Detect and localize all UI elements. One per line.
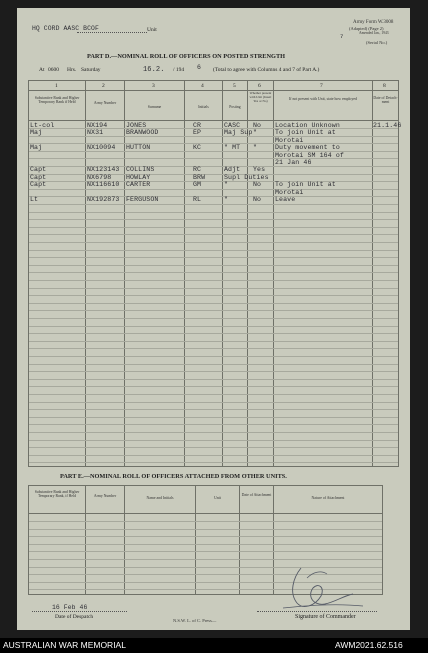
- cell-army-no: NX10094: [87, 144, 116, 152]
- cell-surname: BRANWOOD: [126, 129, 159, 137]
- part-e-header-unit: Unit: [214, 496, 221, 500]
- ruled-line: [29, 417, 398, 418]
- col-number-3: 3: [152, 83, 155, 89]
- ruled-line: [29, 348, 398, 349]
- ruled-line: [29, 204, 398, 205]
- cell-present: No: [253, 181, 262, 189]
- cell-initials: KC: [193, 144, 202, 152]
- ruled-line: [29, 303, 398, 304]
- ruled-line: [29, 143, 398, 144]
- col-header-surname: Surname: [147, 105, 162, 109]
- cell-present: ": [253, 129, 258, 137]
- cell-employment: Location Unknown: [275, 122, 340, 129]
- cell-employment: Morotai: [275, 188, 304, 196]
- ruled-line: [29, 529, 382, 530]
- cell-rank: Capt: [30, 166, 47, 174]
- cell-employment: To join Unit at: [275, 181, 336, 189]
- ruled-line: [29, 288, 398, 289]
- cell-rank: Lt-col: [30, 122, 55, 129]
- army-form-line1: Army Form W.3008: [353, 20, 394, 25]
- col-header-present: Whether present with Unit (Insert Yes or No): [249, 91, 272, 103]
- cell-initials: BRW: [193, 173, 206, 181]
- signature-label: Signature of Commander: [295, 614, 356, 620]
- cell-posting: Adjt: [224, 166, 241, 174]
- unit-label: Unit: [147, 27, 157, 33]
- cell-initials: RL: [193, 196, 202, 203]
- cell-present: ": [253, 144, 258, 152]
- cell-rank: Capt: [30, 173, 47, 181]
- unit-value: HQ CORD AASC BCOF: [32, 25, 99, 32]
- part-e-header-nature: Nature of Attachment: [311, 496, 345, 500]
- ruled-line: [29, 462, 398, 463]
- total-note: (Total to agree with Columns 4 and 7 of Part A.): [213, 67, 320, 73]
- cell-rank: Capt: [30, 181, 47, 189]
- ruled-line: [29, 196, 398, 197]
- ruled-line: [29, 242, 398, 243]
- ruled-line: [29, 272, 398, 273]
- ruled-line: [29, 174, 398, 175]
- ruled-line: [29, 402, 398, 403]
- col-header-initials: Initials: [198, 105, 209, 109]
- cell-rank: Maj: [30, 144, 43, 152]
- hrs-label: Hrs.: [67, 67, 77, 73]
- caption-left: AUSTRALIAN WAR MEMORIAL: [3, 640, 126, 650]
- ruled-line: [29, 257, 398, 258]
- ruled-line: [29, 356, 398, 357]
- cell-employment: Morotai SM 164 of: [275, 151, 344, 159]
- ruled-line: [29, 212, 398, 213]
- col-header-rank: Substantive Rank and Higher Temporary Rank if Held: [34, 96, 80, 105]
- col-header-date: Date of Detach-ment: [373, 96, 398, 105]
- ruled-line: [29, 455, 398, 456]
- army-form-line2: (Adapted) (Page 2): [349, 26, 384, 31]
- ruled-line: [29, 234, 398, 235]
- col-number-8: 8: [383, 83, 386, 89]
- col-number-1: 1: [55, 83, 58, 89]
- col-number-2: 2: [102, 83, 105, 89]
- serial-no-value: 7: [340, 33, 344, 40]
- cell-surname: JONES: [126, 122, 147, 129]
- cell-rank: Maj: [30, 129, 43, 137]
- cell-posting: CASC: [224, 122, 241, 129]
- cell-present: No: [253, 196, 262, 203]
- time-value: 0600: [48, 67, 59, 73]
- col-number-5: 5: [233, 83, 236, 89]
- cell-date: 21.1.46: [373, 122, 402, 129]
- cell-posting: " MT: [224, 144, 241, 152]
- ruled-line: [29, 432, 398, 433]
- part-d-title: PART D.—NOMINAL ROLL OF OFFICERS ON POSTED STRENGTH: [87, 53, 286, 60]
- part-e-header-army-number: Army Number: [93, 494, 117, 498]
- cell-present: No: [253, 122, 262, 129]
- ruled-line: [29, 409, 398, 410]
- col-header-posting: Posting: [229, 105, 241, 109]
- cell-rank: Lt: [30, 196, 39, 203]
- despatch-label: Date of Despatch: [55, 614, 94, 620]
- cell-posting: Supl Duties: [224, 173, 269, 181]
- ruled-line: [29, 521, 382, 522]
- year-suffix: 6: [197, 64, 202, 71]
- day-value: Saturday: [81, 67, 101, 73]
- despatch-underline: [32, 611, 127, 612]
- ruled-line: [29, 440, 398, 441]
- cell-posting: Maj Sup: [224, 129, 253, 137]
- ruled-line: [29, 318, 398, 319]
- cell-surname: HUTTON: [126, 144, 151, 152]
- ruled-line: [29, 280, 398, 281]
- cell-army-no: NX192873: [87, 196, 120, 203]
- year-prefix: / 194: [173, 67, 185, 73]
- cell-initials: RC: [193, 166, 202, 174]
- cell-posting: ": [224, 181, 229, 189]
- ruled-line: [29, 189, 398, 190]
- cell-surname: FERGUSON: [126, 196, 159, 203]
- printer-credit: N.S.W. L. of C. Press—: [173, 618, 217, 623]
- part-e-title: PART E.—NOMINAL ROLL OF OFFICERS ATTACHED FROM OTHER UNITS.: [60, 473, 287, 480]
- ruled-line: [29, 341, 398, 342]
- part-e-header-date: Date of Attachment: [241, 493, 272, 497]
- ruled-line: [29, 265, 398, 266]
- ruled-line: [29, 394, 398, 395]
- ruled-line: [29, 536, 382, 537]
- at-label: At: [39, 67, 45, 73]
- ruled-line: [29, 386, 398, 387]
- ruled-line: [29, 166, 398, 167]
- signature-underline: [257, 611, 377, 612]
- cell-initials: CR: [193, 122, 202, 129]
- col-number-6: 6: [258, 83, 261, 89]
- date-value: 16.2.: [143, 66, 165, 74]
- cell-employment: Leave: [275, 196, 296, 203]
- cell-surname: HOWLAY: [126, 173, 151, 181]
- ruled-line: [29, 136, 398, 137]
- part-e-header-name: Name and Initials: [146, 496, 174, 500]
- cell-surname: COLLINS: [126, 166, 155, 174]
- archive-caption-bar: [0, 638, 428, 653]
- col-number-7: 7: [320, 83, 323, 89]
- col-header-army-number: Army Number: [93, 101, 117, 105]
- army-form-line3: Amended Jan., 1943: [359, 31, 389, 35]
- ruled-line: [29, 379, 398, 380]
- ruled-line: [29, 326, 398, 327]
- form-page: [17, 8, 410, 630]
- part-e-header-rank: Substantive Rank and Higher Temporary Rank, if Held: [34, 490, 80, 499]
- cell-army-no: NX31: [87, 129, 104, 137]
- ruled-line: [29, 181, 398, 182]
- ruled-line: [29, 310, 398, 311]
- cell-employment: To join Unit at: [275, 129, 336, 137]
- cell-present: Yes: [253, 166, 266, 174]
- ruled-line: [29, 544, 382, 545]
- col-number-4: 4: [201, 83, 204, 89]
- ruled-line: [29, 219, 398, 220]
- ruled-line: [29, 447, 398, 448]
- cell-surname: CARTER: [126, 181, 151, 189]
- cell-employment: Duty movement to: [275, 144, 340, 152]
- ruled-line: [29, 424, 398, 425]
- ruled-line: [29, 227, 398, 228]
- cell-employment: Morotai: [275, 136, 304, 144]
- col-header-employment: If not present with Unit, state how employed: [289, 97, 357, 101]
- cell-army-no: NX123143: [87, 166, 120, 174]
- cell-army-no: NX194: [87, 122, 108, 129]
- serial-no-label: (Serial No.): [366, 40, 388, 45]
- unit-underline: [77, 32, 147, 33]
- cell-employment: 21 Jan 46: [275, 159, 312, 166]
- despatch-date-value: 16 Feb 46: [52, 604, 88, 611]
- cell-army-no: NX6798: [87, 173, 112, 181]
- commander-signature-icon: [263, 548, 373, 618]
- cell-army-no: NX116610: [87, 181, 120, 189]
- ruled-line: [29, 295, 398, 296]
- ruled-line: [29, 333, 398, 334]
- cell-initials: GM: [193, 181, 202, 189]
- caption-right: AWM2021.62.516: [335, 640, 403, 650]
- cell-initials: EP: [193, 129, 202, 137]
- cell-posting: ": [224, 196, 229, 203]
- ruled-line: [29, 250, 398, 251]
- ruled-line: [29, 128, 398, 129]
- ruled-line: [29, 364, 398, 365]
- ruled-line: [29, 371, 398, 372]
